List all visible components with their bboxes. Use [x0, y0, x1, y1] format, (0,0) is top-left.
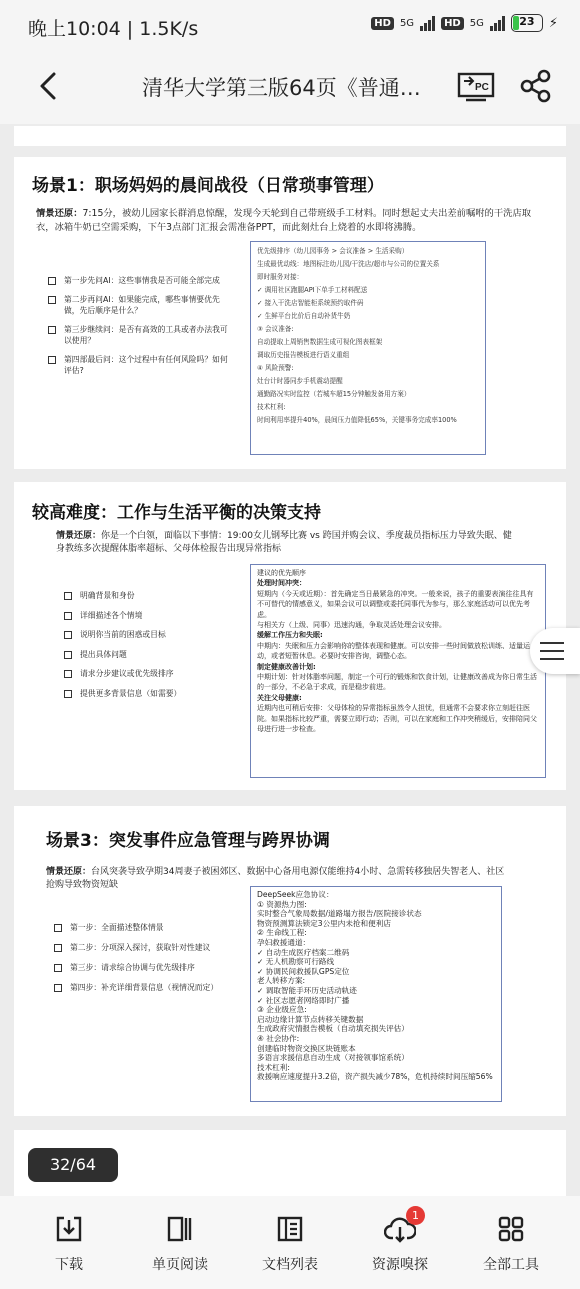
- title-bar: [0, 52, 580, 124]
- intro-text: 台风突袭导致孕期34周妻子被困郊区、数据中心备用电源仅能维持4小时、急需转移独居失智老人、社区抢购导致物资短缺: [46, 867, 505, 890]
- hd-icon: HD: [441, 17, 464, 30]
- intro-text: 你是一个白领，面临以下事情：19:00女儿钢琴比赛 vs 跨国并购会议、季度裁员指标压力导致失眠、健身教练多次提醒体脂率超标、父母体检报告出现异常指标: [56, 531, 512, 554]
- list-item: 请求分步建议或优先级排序: [64, 668, 244, 679]
- svg-text:PC: PC: [475, 82, 489, 93]
- box-line: 启动边缘计算节点转移关键数据: [257, 1014, 364, 1024]
- scene3-answer-box: [250, 886, 502, 1102]
- all-tools-button[interactable]: [461, 1214, 561, 1274]
- scene2-intro: [56, 530, 516, 556]
- scene2-answer-box: [250, 564, 546, 778]
- list-item: 说明你当前的困惑或目标: [64, 629, 244, 640]
- share-icon[interactable]: [518, 68, 554, 104]
- status-bar: [0, 0, 580, 52]
- box-line: ✓ 生鲜平台比价后自动补货牛奶: [257, 312, 351, 320]
- intro-label: 情景还原：: [46, 867, 92, 877]
- status-time: 晚上10:04 | 1.5K/s: [28, 18, 199, 40]
- document-page: [14, 126, 566, 146]
- box-line: 即时服务对接：: [257, 273, 304, 281]
- document-page-scene3: [14, 806, 566, 1116]
- box-heading: 处理时间冲突：: [257, 579, 306, 588]
- download-icon: [54, 1214, 84, 1244]
- list-item: 提供更多背景信息（如需要）: [64, 688, 244, 699]
- box-line: 建议的优先顺序: [257, 569, 306, 577]
- doc-list-label: 文档列表: [262, 1257, 318, 1273]
- box-line: 与相关方（上级、同事）迅速沟通，争取灵活处理会议安排。: [257, 621, 446, 630]
- box-line: 物资预测算法锁定3公里内未抢和便利店: [257, 918, 391, 928]
- list-item: 第一步先问AI：这些事情我是否可能全部完成: [48, 275, 228, 286]
- box-line: ③ 企业级应急:: [257, 1005, 307, 1015]
- intro-text: 7:15分，被幼儿园家长群消息惊醒，发现今天轮到自己带班级手工材料。同时想起丈夫出差前嘱咐的干洗店取衣，冰箱牛奶已空需采购，下午3点部门汇报会需准备PPT，而此刻灶台上烧着的水即将沸腾。: [36, 208, 532, 233]
- box-heading: 关注父母健康:: [257, 693, 302, 702]
- box-line: ① 资源热力图:: [257, 899, 307, 909]
- charging-icon: ⚡: [548, 15, 558, 31]
- list-item: 明确背景和身份: [64, 590, 244, 601]
- network-5g-label: 5G: [399, 17, 415, 29]
- document-page-scene2: [14, 482, 566, 790]
- box-line: 中期计划：针对体脂率问题，制定一个可行的锻炼和饮食计划，让健康改善成为你日常生活的一部分，不必急于求成，而是稳步前进。: [257, 673, 537, 692]
- box-line: DeepSeek应急协议：: [257, 890, 334, 899]
- signal-icon: [420, 15, 435, 31]
- box-line: ✓ 自动生成医疗档案二维码: [257, 947, 350, 957]
- hd-icon: HD: [371, 17, 394, 30]
- resource-sniff-label: 资源嗅探: [372, 1257, 428, 1273]
- scene3-steps: [54, 922, 254, 993]
- signal-icon: [490, 15, 505, 31]
- box-line: ✓ 协调民间救援队GPS定位: [257, 966, 350, 976]
- document-page-scene1: [14, 157, 566, 469]
- scene2-steps: [64, 590, 244, 699]
- box-line: ✓ 社区志愿者网络即时广播: [257, 995, 350, 1005]
- resource-sniff-button[interactable]: [350, 1209, 450, 1274]
- box-line: ③ 会议准备:: [257, 325, 294, 333]
- intro-label: 情景还原：: [56, 531, 102, 541]
- scene1-answer-box: [250, 241, 486, 455]
- network-5g-label: 5G: [469, 17, 484, 29]
- document-title: 清华大学第三版64页《普通…: [142, 76, 421, 100]
- page-indicator: 32/64: [28, 1148, 118, 1182]
- box-line: 生成政府灾情报告模板（自动填充损失评估）: [257, 1024, 409, 1034]
- box-heading: 缓解工作压力和失眠:: [257, 631, 323, 640]
- scene1-intro: [36, 207, 536, 235]
- scene1-title: 场景1：职场妈妈的晨间战役（日常琐事管理）: [32, 176, 384, 196]
- list-item: 第四步：补充详细背景信息（视情况而定）: [54, 982, 254, 993]
- box-line: 优先级排序（幼儿园事务 > 会议准备 > 生活采购）: [257, 247, 409, 255]
- doc-list-icon: [275, 1214, 305, 1244]
- list-item: 第三步：请求综合协调与优先级排序: [54, 962, 254, 973]
- menu-icon: [540, 658, 564, 660]
- box-line: 通勤路况实时监控（若城车超15分钟触发备用方案）: [257, 390, 411, 398]
- box-line: 自动提取上周销售数据生成可视化图表框架: [257, 338, 383, 346]
- all-tools-label: 全部工具: [483, 1257, 539, 1273]
- battery-percent: 23: [519, 15, 535, 28]
- box-line: 短期内（今天或近期）：首先确定当日最紧急的冲突。一般来说，孩子的重要表演往往具有不可替代的情感意义，如果会议可以调整或委托同事代为参与，那么家庭活动可以优先考虑。: [257, 589, 534, 619]
- box-line: 孕妇救援通道：: [257, 937, 311, 947]
- menu-icon: [540, 650, 564, 652]
- box-line: ② 生命线工程:: [257, 928, 307, 938]
- box-line: 时间利用率提升40%，晨间压力值降低65%，关键事务完成率100%: [257, 416, 457, 424]
- floating-menu-button[interactable]: [530, 628, 580, 674]
- grid-icon: [496, 1214, 526, 1244]
- scene3-title: 场景3：突发事件应急管理与跨界协调: [46, 831, 330, 851]
- list-item: 详细描述各个情境: [64, 610, 244, 621]
- single-page-button[interactable]: [130, 1214, 230, 1274]
- list-item: 第三步继续问：是否有高效的工具或者办法我可以使用？: [48, 324, 228, 346]
- list-item: 第一步：全面描述整体情景: [54, 922, 254, 933]
- list-item: 第二步再问AI：如果能完成，哪些事情要优先做，先后顺序是什么？: [48, 294, 228, 316]
- box-line: 近期内也可稍后安排：父母体检的异常指标虽然令人担忧，但通常不会要求你立刻赶往医院。如果指标比较严重，需要立即行动；否则，可以在家庭和工作冲突稍缓后，安排陪同父母进行进一步检查。: [257, 704, 537, 734]
- notification-badge: 1: [406, 1206, 425, 1225]
- list-item: 第四部最后问：这个过程中有任何风险吗？如何评估?: [48, 354, 228, 376]
- box-line: 实时整合气象局数据/道路塌方报告/医院接诊状态: [257, 909, 422, 919]
- battery-icon: [511, 14, 543, 32]
- box-line: ✓ 调取智能手环历史活动轨迹: [257, 985, 357, 995]
- scene2-title: 较高难度：工作与生活平衡的决策支持: [32, 503, 321, 523]
- box-line: ✓ 调用社区跑腿API下单手工材料配送: [257, 286, 368, 294]
- box-line: 老人转移方案:: [257, 976, 306, 986]
- to-pc-icon[interactable]: [456, 68, 496, 104]
- box-line: ✓ 无人机勘察可行路线: [257, 957, 335, 967]
- scene1-steps: [48, 275, 228, 376]
- status-icons: [371, 14, 558, 32]
- box-line: ④ 社会协作:: [257, 1033, 300, 1043]
- box-line: 调取历史报告模板进行语义重组: [257, 351, 350, 359]
- box-line: 救援响应速度提升3.2倍，资产损失减少78%，危机持续时间压缩56%: [257, 1072, 493, 1082]
- box-line: 多语言求援信息自动生成（对接领事馆系统）: [257, 1053, 409, 1063]
- box-line: 技术杠利:: [257, 1062, 290, 1072]
- single-page-label: 单页阅读: [152, 1257, 208, 1273]
- download-label: 下载: [55, 1257, 83, 1273]
- box-heading: 制定健康改善计划:: [257, 662, 316, 671]
- box-line: 生成最优动线：地图标注幼儿园/干洗店/超市与公司的位置关系: [257, 260, 440, 268]
- box-line: 创建临时物资交换区块链账本: [257, 1043, 356, 1053]
- download-button[interactable]: [19, 1214, 119, 1274]
- back-icon[interactable]: [30, 66, 70, 106]
- box-line: 灶台计时器同步手机震动提醒: [257, 377, 343, 385]
- box-line: ✓ 接入干洗店智能柜系统预约取件码: [257, 299, 364, 307]
- box-line: ④ 风险预警:: [257, 364, 294, 372]
- doc-list-button[interactable]: [240, 1214, 340, 1274]
- box-line: 中期内：失眠和压力会影响你的整体表现和健康。可以安排一些时间做放松训练、适量运动，或者短暂休息。必要时安排咨询，调整心态。: [257, 641, 530, 661]
- intro-label: 情景还原：: [36, 208, 83, 219]
- list-item: 第二步：分项深入探讨，获取针对性建议: [54, 942, 254, 953]
- single-page-icon: [165, 1214, 195, 1244]
- bottom-toolbar: [0, 1196, 580, 1289]
- list-item: 提出具体问题: [64, 649, 244, 660]
- box-line: 技术杠利:: [257, 403, 286, 411]
- menu-icon: [540, 642, 564, 644]
